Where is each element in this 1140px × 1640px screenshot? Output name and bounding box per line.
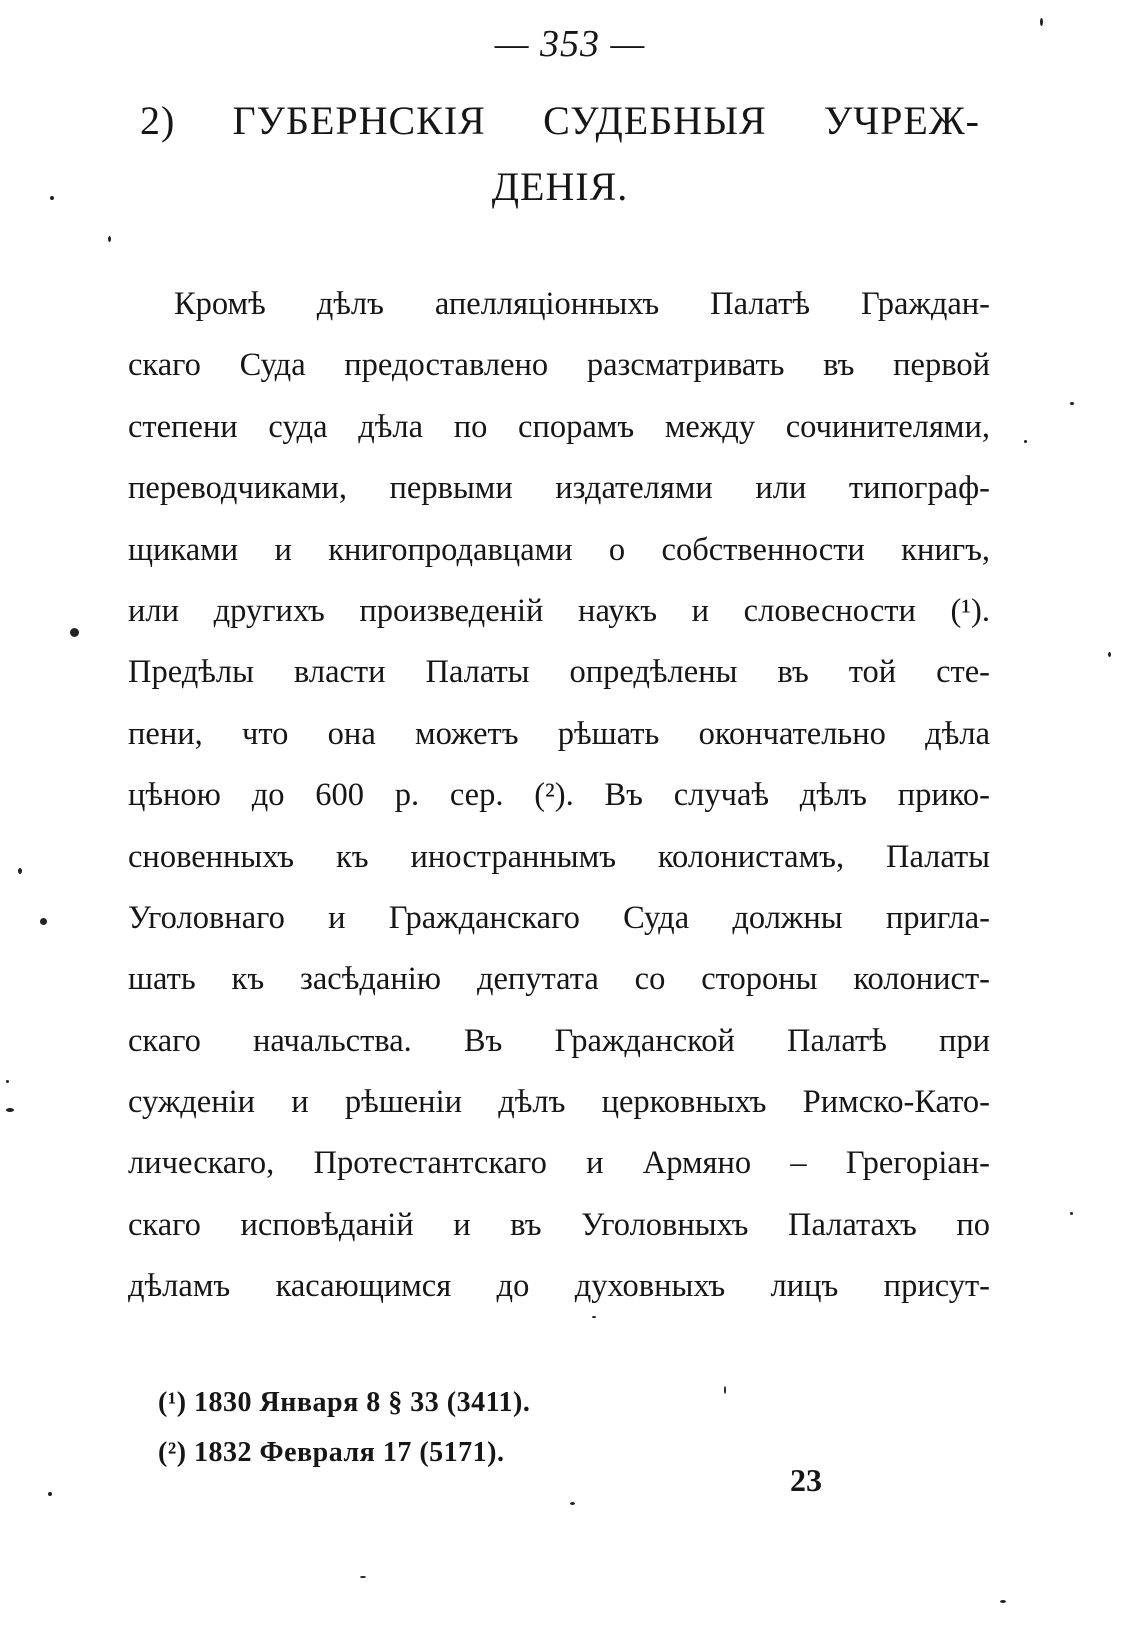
scan-speck xyxy=(1024,440,1027,443)
scan-speck xyxy=(1108,652,1111,657)
body-line: Уголовнаго и Гражданскаго Суда должны пригла- xyxy=(128,899,990,936)
scan-speck xyxy=(592,1316,596,1318)
body-line: переводчиками, первыми издателями или типограф- xyxy=(128,470,990,507)
footnote-2: (²) 1832 Февраля 17 (5171). xyxy=(158,1437,505,1468)
scan-speck xyxy=(70,628,79,637)
scan-speck xyxy=(1070,402,1074,405)
scan-speck xyxy=(724,1386,726,1394)
footnotes xyxy=(158,1378,530,1478)
body-line: лическаго, Протестантскаго и Армяно – Грегоріан- xyxy=(128,1145,990,1182)
scan-speck xyxy=(1040,18,1043,26)
body-line: скаго исповѣданій и въ Уголовныхъ Палатахъ по xyxy=(128,1206,990,1243)
body-text xyxy=(128,274,990,1318)
body-line: цѣною до 600 р. сер. (²). Въ случаѣ дѣлъ прико- xyxy=(128,777,990,814)
footnote-1: (¹) 1830 Января 8 § 33 (3411). xyxy=(158,1387,531,1418)
scan-speck xyxy=(6,1108,14,1112)
body-line: скаго начальства. Въ Гражданской Палатѣ при xyxy=(128,1022,990,1059)
body-line: сновенныхъ къ иностраннымъ колонистамъ, Палаты xyxy=(128,838,990,875)
body-line: сужденіи и рѣшеніи дѣлъ церковныхъ Римско-Като- xyxy=(128,1084,990,1121)
scan-speck xyxy=(1070,1212,1073,1215)
scan-speck xyxy=(40,918,47,925)
scan-speck xyxy=(18,868,22,874)
section-heading-line-1: 2) ГУБЕРНСКІЯ СУДЕБНЫЯ УЧРЕЖ- xyxy=(140,98,980,143)
signature-mark: 23 xyxy=(790,1462,822,1498)
scan-speck xyxy=(108,236,111,242)
body-line: шать къ засѣданію депутата со стороны колонист- xyxy=(128,961,990,998)
body-line: степени суда дѣла по спорамъ между сочинителями, xyxy=(128,408,990,445)
scan-speck xyxy=(570,1502,575,1505)
body-line: скаго Суда предоставлено разсматривать въ первой xyxy=(128,347,990,384)
scan-speck xyxy=(360,1576,366,1578)
page-number: — 353 — xyxy=(494,23,646,65)
body-line: щиками и книгопродавцами о собственности книгъ, xyxy=(128,531,990,568)
scan-speck xyxy=(48,1492,52,1496)
section-heading-line-2: ДЕНІЯ. xyxy=(491,164,629,209)
body-line: или другихъ произведеній наукъ и словесности (¹). xyxy=(128,592,990,629)
scan-speck xyxy=(50,196,54,200)
body-line: пени, что она можетъ рѣшать окончательно дѣла xyxy=(128,715,990,752)
body-line: Предѣлы власти Палаты опредѣлены въ той сте- xyxy=(128,654,990,691)
body-line: дѣламъ касающимся до духовныхъ лицъ присут- xyxy=(128,1268,990,1305)
scan-speck xyxy=(1000,1600,1006,1603)
scan-speck xyxy=(6,1080,9,1083)
body-line: Кромѣ дѣлъ апелляціонныхъ Палатѣ Граждан- xyxy=(174,286,990,322)
